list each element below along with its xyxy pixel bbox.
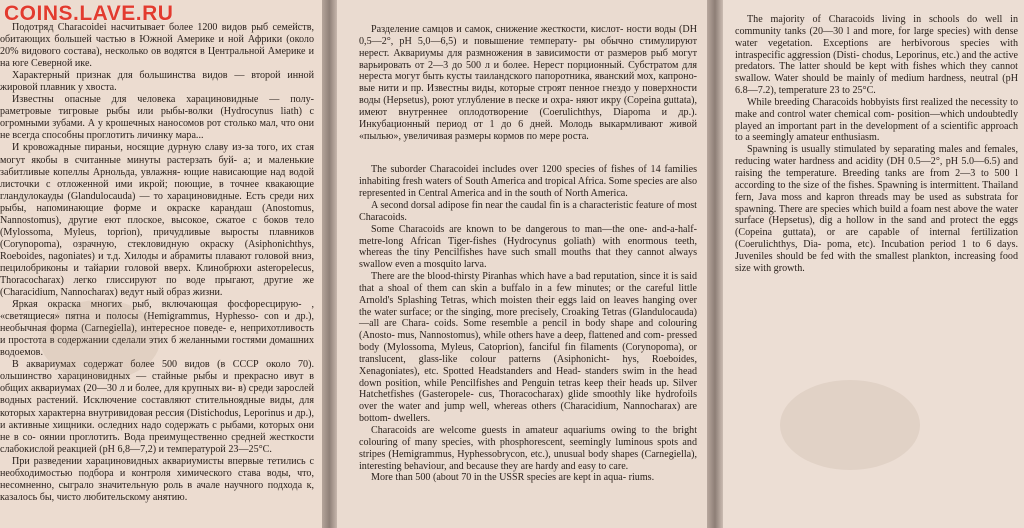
middle-russian-paragraph: Разделение самцов и самок, снижение жесткости, кислот- ности воды (DH 0,5—2°, pH 5,0—6,5) и повышение температу- ры обычно стимулируют нерест. Аквариумы для размножения в зависимости от размеров рыб могут варьировать от 2—3 до 500 л и более. Нерест порционный. Субстратом для нереста могут быть кусты таиландского папоротника, яванский мох, капроно- вые нити и пр. Известны виды, которые строят пенное гнездо у поверхности воды (Hepsetus), роют углубление в песке и охра- няют икру (Copeina guttata), имеют внутреннее оплодотворение (Coerulichthys, Diapoma и др.). Инкубационный период от 1 до 6 дней. Молодь выкармливают живой «пылью», увеличивая размеры кормов по мере роста.	[359, 24, 697, 142]
left-page-russian	[0, 0, 322, 528]
right-paragraph: While breeding Characoids hobbyists first realized the necessity to make and control water chemical com- position—which undoubtedly played an important part in the development of a scientific approach to a seemingly amateur enthusiasm.	[735, 96, 1018, 144]
right-paragraph: Spawning is usually stimulated by separating males and females, reducing water hardness and acidity (DH 0.5—2°, pH 5.0—6.5) and raising the temperature. Breeding tanks are from 2—3 to 500 l according to the size of the fishes. Spawning is intermittent. Thailand fern, Java moss and kapron threads may be used as substrata for spawning. There are species which build a foam nest above the water surface (Hepsetus), dig a hollow in the sand and protect the eggs (Copeina guttata), or are capable of internal fertilization (Coerulichthys, Dia- poma, etc). Incubation period 1 to 6 days. Juveniles should be fed with the smallest plankton, increasing food size with growth.	[735, 144, 1018, 274]
watermark-logo: COINS.LAVE.RU	[4, 2, 174, 25]
left-paragraph: В аквариумах содержат более 500 видов (в СССР около 70). ольшинство харациновидных — стайные рыбы и прекрасно ивут в общих аквариумах (20—30 л и более, для крупных ви- в) среди зарослей водных растений. Исключение составляют стительноядные виды, для которых характерна внутривидовая рессия (Distichodus, Leporinus и др.), и активные хищники. оследних надо содержать с рыбами, которых они не в со- оянии проглотить. Вода преимущественно средней жесткости слабокислой реакцией (рН 6,8—7,2) и температурой 23—25°С.	[0, 359, 314, 455]
right-paragraph: The majority of Characoids living in schools do well in community tanks (20—30 l and more, for large species) with dense water vegetation. Exceptions are herbivorous species with intraspecific aggression (Disti- chodus, Leporinus, etc.) and the active predators. The latter should be kept with fishes which they cannot swallow. Water should be mainly of medium hardness, neutral (pH 6.8—7.2), temperature 23 to 25°C.	[735, 14, 1018, 97]
middle-english-paragraph: A second dorsal adipose fin near the caudal fin is a characteristic feature of most Characoids.	[359, 199, 697, 223]
middle-english-paragraph: Characoids are welcome guests in amateur aquariums owing to the bright colouring of many species, with phosphorescent, seemingly luminous spots and stripes (Hemigrammus, Hyphessobrycon, etc.), unusual body shapes (Carnegiella), interesting behaviour, and because they are hardy and easy to care.	[359, 425, 697, 472]
page-fold	[322, 0, 337, 528]
left-paragraph: Характерный признак для большинства видов — второй инной жировой плавник у хвоста.	[0, 70, 314, 94]
middle-english-paragraph: There are the blood-thirsty Piranhas which have a bad reputation, since it is said that a shoal of them can skin a buffalo in a few minutes; or the careful little Arnold's Splashing Tetras, which moisten their eggs laid on leaves hanging over the water surface; or the singing, more precisely, Croaking Tetras (Glandulocauda)—all are Chara- coids. Some resemble a pencil in body shape and colouring (Anosto- mus, Nannostomus), while others have a deep, flattened and com- pressed body (Mylossoma, Myleus, Catoprion), fanciful fin filaments (Corynopoma), or translucent, glass-like colour patterns (Asiphonicht- hys, Roeboides, Xenagoniates), etc. Spotted Headstanders and Head- standers swim in the head down position, while Pencilfishes and Penguin tetras keep their heads up. Silver Hatchetfishes (Gasteropele- cus, Thoracocharax) glide smoothly like hydrofoils over the water and jump well, whereas others (Characidium, Nannocharax) are bottom- dwellers.	[359, 271, 697, 425]
left-paragraph: При разведении харациновидных аквариумисты впервые тетились с необходимостью подбора и контроля химического става воды, что, несомненно, сыграло значительную роль в ачале научного подхода к, казалось бы, чисто любительскому анятию.	[0, 455, 314, 503]
left-paragraph: Известны опасные для человека харациновидные — полу- раметровые тигровые рыбы или рыбы-волки (Hydrocynus liath) с огромными зубами. А у крошечных наносомов рот столько мал, что они не всегда способны проглотить личинку мара...	[0, 94, 314, 142]
paper-stain	[780, 380, 920, 470]
paper-stain	[40, 300, 160, 380]
page-fold	[707, 0, 723, 528]
left-paragraph: Подотряд Characoidei насчитывает более 1200 видов рыб семейств, обитающих большей частью в Южной Америке и ной Африки (около 20% видового состава), несколько ов водятся в Центральной Америке и на юге Северной ике.	[0, 22, 314, 70]
middle-english-paragraph: Some Characoids are known to be dangerous to man—the one- and-a-half-metre-long African Tiger-fishes (Hydrocynus goliath) with enormous teeth, whereas the tiny Pencilfishes have such small mouths that they cannot always swallow even a mosquito larva.	[359, 223, 697, 271]
middle-page	[337, 0, 707, 528]
left-paragraph: Яркая окраска многих рыб, включающая фосфоресцирую- , «светящиеся» пятна и полосы (Hemigrammus, Hyphesso- con и др.), необычная форма (Carnegiella), интересное поведе- е, неприхотливость и простота в содержании сделали этих б желанными гостями домашних водоемов.	[0, 299, 314, 359]
left-paragraph: И кровожадные пираньи, носящие дурную славу из-за того, их стая могут якобы в считанные минуты растерзать буй- а; и маленькие забитливые копеллы Арнольда, увлажня- ющие нависающие над водой листочки с отложенной ими икрой; поющие, в точнее квакающие гландулокауды (Glandulocauda) — то харациновидные. Есть среди них рыбы, напоминающие форме и окраске карандаш (Anostomus, Nannostomus), другие еют плоское, высокое, сжатое с боков тело (Mylossoma, Myleus, toprion), причудливые выросты плавников (Corynopoma), озрачную, стекловидную окраску (Asiphonichthys, Roeboides, nagoniates) и т.д. Хилоды и абрамиты плавают головой вниз, пецилобриконы и тайарии головой вверх. Клинобрюхи asteropelecus, Thoracocharax) легко глиссируют по воде прыгают, другие же (Characidium, Nannocharax) ведут ный образ жизни.	[0, 142, 314, 299]
middle-english-paragraph: The suborder Characoidei includes over 1200 species of fishes of 14 families inhabiting fresh waters of South America and tropical Africa. Some species are also represented in Central America and in the south of North America.	[359, 164, 697, 200]
middle-english-paragraph: More than 500 (about 70 in the USSR species are kept in aqua- riums.	[371, 472, 655, 484]
section-gap	[359, 142, 697, 164]
